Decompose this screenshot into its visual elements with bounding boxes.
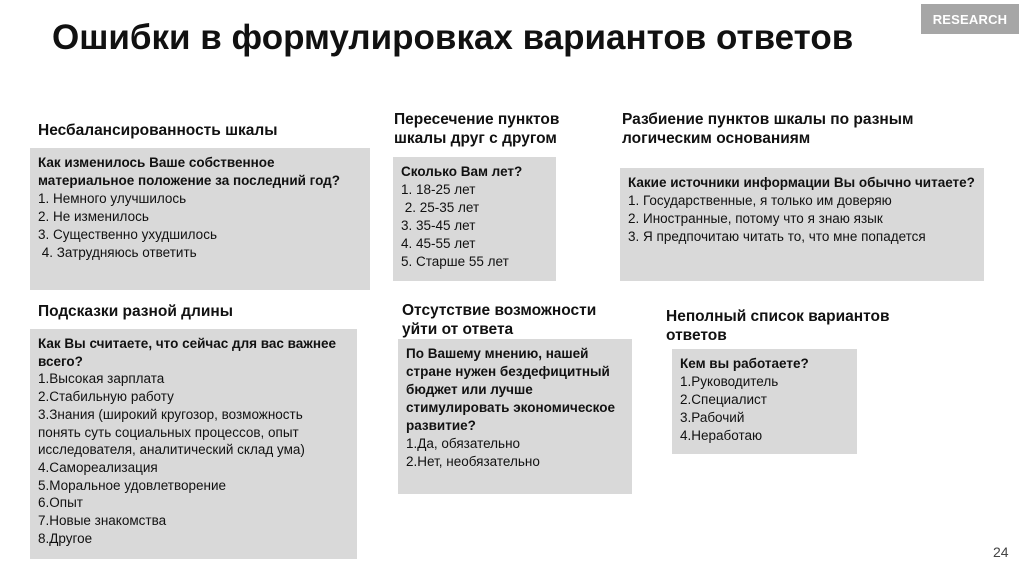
answer-option: 2.Стабильную работу bbox=[38, 389, 174, 405]
answer-option: 8.Другое bbox=[38, 530, 93, 546]
heading-incomplete-list: Неполный список вариантов ответов bbox=[666, 308, 890, 344]
answer-option: 3. 35-45 лет bbox=[401, 218, 476, 233]
answer-option: 1. 18-25 лет bbox=[401, 182, 476, 197]
answer-option: 3.Знания (широкий кругозор, возможность понять суть социальных процессов, опыт исследователя, аналитический склад ума) bbox=[38, 406, 305, 458]
page-number: 24 bbox=[993, 544, 1009, 560]
answer-option: 4.Неработаю bbox=[680, 428, 763, 443]
answer-option: 1.Руководитель bbox=[680, 374, 779, 389]
answer-option: 3. Я предпочитаю читать то, что мне попадется bbox=[628, 229, 926, 244]
answer-option: 4.Самореализация bbox=[38, 459, 158, 475]
example-box-no-escape bbox=[398, 339, 632, 494]
answer-option: 5.Моральное удовлетворение bbox=[38, 477, 227, 493]
answer-option: 2. Иностранные, потому что я знаю язык bbox=[628, 211, 883, 226]
answer-option: 1.Высокая зарплата bbox=[38, 371, 165, 387]
example-box-different-length bbox=[30, 329, 357, 559]
question-text: Какие источники информации Вы обычно читаете? bbox=[628, 175, 975, 190]
answer-option: 1.Да, обязательно bbox=[406, 436, 521, 451]
answer-option: 2. 25-35 лет bbox=[401, 200, 480, 215]
answer-option: 2.Нет, необязательно bbox=[406, 454, 540, 469]
question-text: Как Вы считаете, что сейчас для вас важнее всего? bbox=[38, 336, 337, 369]
answer-option: 5. Старше 55 лет bbox=[401, 254, 509, 269]
heading-split-bases: Разбиение пунктов шкалы по разным логическим основаниям bbox=[622, 111, 914, 147]
heading-unbalanced-scale: Несбалансированность шкалы bbox=[38, 122, 278, 139]
answer-option: 6.Опыт bbox=[38, 495, 83, 511]
example-box-overlapping-items bbox=[393, 157, 556, 281]
answer-option: 4. Затрудняюсь ответить bbox=[38, 245, 197, 260]
answer-option: 3. Существенно ухудшилось bbox=[38, 227, 217, 242]
question-text: Кем вы работаете? bbox=[680, 356, 809, 371]
heading-no-escape: Отсутствие возможности уйти от ответа bbox=[402, 302, 597, 338]
example-box-split-bases bbox=[620, 168, 984, 281]
question-text: По Вашему мнению, нашей стране нужен бездефицитный бюджет или лучше стимулировать экономическое развитие? bbox=[406, 346, 616, 433]
example-box-unbalanced-scale bbox=[30, 148, 370, 290]
answer-option: 2.Специалист bbox=[680, 392, 767, 407]
heading-different-length: Подсказки разной длины bbox=[38, 303, 233, 320]
answer-option: 4. 45-55 лет bbox=[401, 236, 476, 251]
example-box-incomplete-list bbox=[672, 349, 857, 454]
slide-title: Ошибки в формулировках вариантов ответов bbox=[52, 18, 854, 57]
question-text: Как изменилось Ваше собственное материальное положение за последний год? bbox=[38, 155, 340, 188]
answer-option: 7.Новые знакомства bbox=[38, 513, 167, 529]
question-text: Сколько Вам лет? bbox=[401, 164, 523, 179]
answer-option: 3.Рабочий bbox=[680, 410, 745, 425]
answer-option: 2. Не изменилось bbox=[38, 209, 149, 224]
heading-overlapping-items: Пересечение пунктов шкалы друг с другом bbox=[394, 111, 560, 147]
answer-option: 1. Немного улучшилось bbox=[38, 191, 187, 206]
answer-option: 1. Государственные, я только им доверяю bbox=[628, 193, 892, 208]
research-badge: RESEARCH bbox=[921, 4, 1019, 34]
